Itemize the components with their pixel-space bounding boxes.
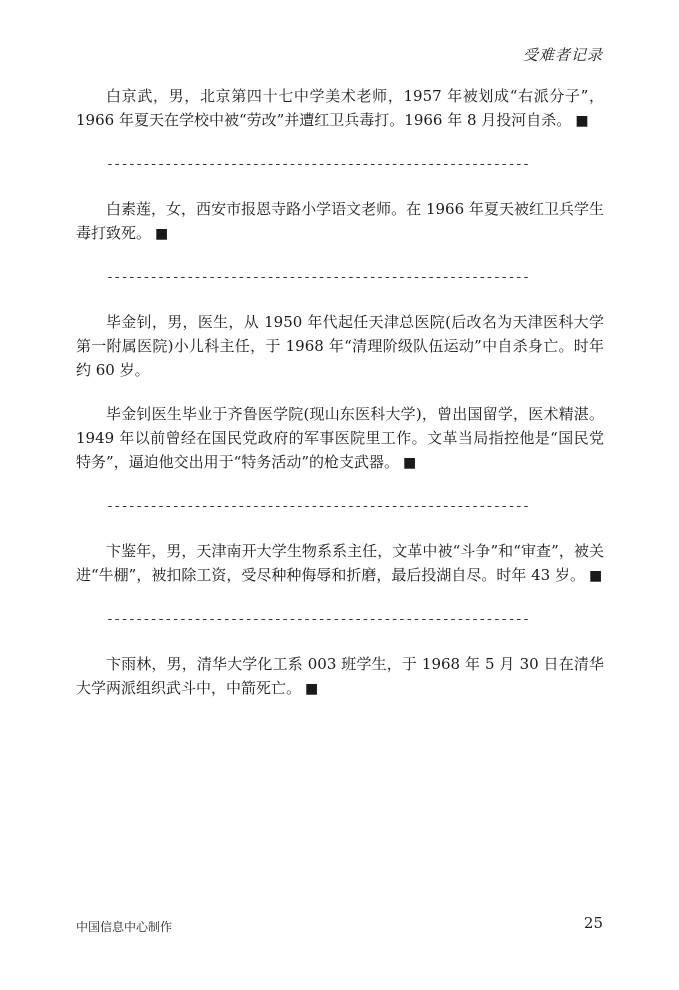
end-mark-icon: ■ [305, 681, 319, 697]
entry-separator: ---------------------------------------------------------- [106, 499, 530, 514]
page-number: 25 [583, 914, 603, 932]
entry-separator: ---------------------------------------------------------- [106, 612, 530, 627]
entry-paragraph: 白素莲，女，西安市报恩寺路小学语文老师。在 1966 年夏天被红卫兵学生毒打致死。 ■ [76, 200, 604, 242]
end-mark-icon: ■ [588, 568, 603, 584]
entry-paragraph: 卞鉴年，男，天津南开大学生物系系主任，文革中被“斗争”和“审查”，被关进“牛棚”，被扣除工资，受尽种种侮辱和折磨，最后投湖自尽。时年 43 岁。 ■ [76, 542, 604, 584]
footer-publisher: 中国信息中心制作 [76, 920, 173, 934]
entry-bai-sulian [76, 197, 604, 246]
entry-bian-jiannian [76, 539, 604, 588]
entry-paragraph: 毕金钊，男，医生，从 1950 年代起任天津总医院(后改名为天津医科大学第一附属医院)小儿科主任，于 1968 年“清理阶级队伍运动”中自杀身亡。时年约 60 岁。 [76, 313, 604, 379]
entry-paragraph: 白京武，男，北京第四十七中学美术老师，1957 年被划成“右派分子”，1966 年夏天在学校中被“劳改”并遭红卫兵毒打。1966 年 8 月投河自杀。 ■ [76, 87, 604, 129]
entry-bian-yulin [76, 652, 604, 701]
entry-paragraph: 卞雨林，男，清华大学化工系 003 班学生，于 1968 年 5 月 30 日在清华大学两派组织武斗中，中箭死亡。 ■ [76, 655, 604, 697]
end-mark-icon: ■ [403, 455, 417, 471]
entry-paragraph: 毕金钊医生毕业于齐鲁医学院(现山东医科大学)，曾出国留学，医术精湛。1949 年以前曾经在国民党政府的军事医院里工作。文革当局指控他是“国民党特务”，逼迫他交出用于“特务活动”的枪支武器。 ■ [76, 405, 604, 471]
entries-container [76, 84, 604, 701]
entry-separator: ---------------------------------------------------------- [106, 270, 530, 285]
entry-bai-jingwu [76, 84, 604, 133]
end-mark-icon: ■ [155, 226, 169, 242]
entry-bi-jinzhao [76, 310, 604, 475]
entry-separator: ---------------------------------------------------------- [106, 157, 530, 172]
page-header: 受难者记录 [522, 46, 603, 64]
end-mark-icon: ■ [575, 113, 589, 129]
